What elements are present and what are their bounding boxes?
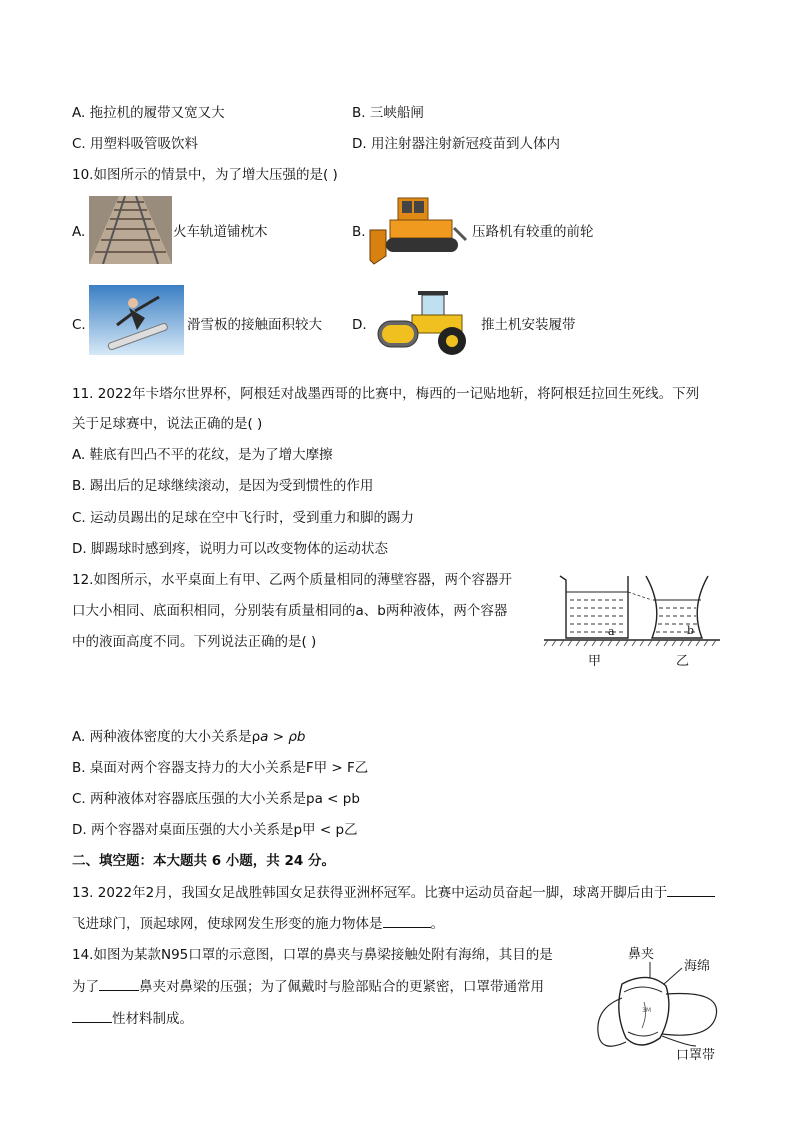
- q13-line1: [72, 882, 715, 903]
- label-yi: 乙: [676, 654, 690, 669]
- q10-d-label: D.: [352, 317, 367, 333]
- q14-line3-b: 性材料制成。: [112, 1011, 193, 1027]
- q14-line3: [72, 1008, 193, 1029]
- section-2-title: 二、填空题：本大题共 6 小题，共 24 分。: [72, 853, 335, 869]
- q10-a-label: A.: [72, 224, 86, 240]
- q12-option-b: B. 桌面对两个容器支持力的大小关系是F甲 > F乙: [72, 760, 369, 776]
- q10-b-text: 压路机有较重的前轮: [472, 224, 594, 240]
- q14-blank-1[interactable]: [99, 976, 139, 991]
- q13-line2-text: 飞进球门，顶起球网，使球网发生形变的施力物体是: [72, 916, 383, 932]
- q12-option-a-tail: a > ρb: [260, 729, 306, 745]
- q11-stem-line2: 关于足球赛中，说法正确的是( ): [72, 416, 263, 432]
- q11-option-d: D. 脚踢球时感到疼，说明力可以改变物体的运动状态: [72, 541, 388, 557]
- q13-line2-end: 。: [430, 916, 444, 932]
- q9-option-d: D. 用注射器注射新冠疫苗到人体内: [352, 136, 560, 152]
- strap-label: 口罩带: [676, 1048, 716, 1063]
- q14-line1: 14.如图为某款N95口罩的示意图，口罩的鼻夹与鼻梁接触处附有海绵，其目的是: [72, 947, 553, 963]
- liquid-a-label: a: [608, 625, 615, 638]
- q11-option-a: A. 鞋底有凹凸不平的花纹，是为了增大摩擦: [72, 447, 333, 463]
- q13-line1-text: 13. 2022年2月，我国女足战胜韩国女足获得亚洲杯冠军。比赛中运动员奋起一脚，球离开脚后由于: [72, 885, 668, 901]
- q9-option-b: B. 三峡船闸: [352, 105, 424, 121]
- q10-d-text: 推土机安装履带: [481, 317, 576, 333]
- q12-option-a-text: A. 两种液体密度的大小关系是ρ: [72, 729, 261, 745]
- q11-option-b: B. 踢出后的足球继续滚动，是因为受到惯性的作用: [72, 478, 374, 494]
- q13-line2: [72, 913, 444, 934]
- railway-track-image: [89, 196, 172, 264]
- svg-text:3M: 3M: [642, 1007, 651, 1014]
- q12-option-a: [72, 727, 305, 747]
- containers-figure: [542, 568, 722, 672]
- q12-stem-line3: 中的液面高度不同。下列说法正确的是( ): [72, 634, 317, 650]
- q13-blank-1[interactable]: [667, 882, 715, 897]
- q13-blank-2[interactable]: [383, 913, 431, 928]
- q10-a-text: 火车轨道铺枕木: [173, 224, 268, 240]
- q14-line2-a: 为了: [72, 979, 99, 995]
- q12-option-c: C. 两种液体对容器底压强的大小关系是pa < pb: [72, 791, 360, 807]
- bulldozer-image: [368, 190, 468, 270]
- label-jia: 甲: [588, 654, 602, 669]
- n95-mask-figure: [592, 942, 724, 1064]
- q10-b-label: B.: [352, 224, 366, 240]
- q12-stem-line1: 12.如图所示，水平桌面上有甲、乙两个质量相同的薄壁容器，两个容器开: [72, 572, 512, 588]
- road-roller-image: [368, 285, 478, 360]
- snowboarder-image: [89, 285, 184, 355]
- q11-stem-line1: 11. 2022年卡塔尔世界杯，阿根廷对战墨西哥的比赛中，梅西的一记贴地斩，将阿根廷拉回生死线。下列: [72, 386, 700, 402]
- q9-option-c: C. 用塑料吸管吸饮料: [72, 136, 199, 152]
- q14-blank-2[interactable]: [72, 1008, 112, 1023]
- q9-option-a: A. 拖拉机的履带又宽又大: [72, 105, 225, 121]
- q12-stem-line2: 口大小相同、底面积相同，分别装有质量相同的a、b两种液体，两个容器: [72, 603, 508, 619]
- sponge-label: 海绵: [684, 959, 711, 974]
- q10-c-label: C.: [72, 317, 86, 333]
- liquid-b-label: b: [687, 624, 695, 637]
- nose-clip-label: 鼻夹: [628, 947, 655, 962]
- q14-line2-b: 鼻夹对鼻梁的压强；为了佩戴时与脸部贴合的更紧密，口罩带通常用: [139, 979, 544, 995]
- q10-c-text: 滑雪板的接触面积较大: [187, 317, 322, 333]
- q10-stem: 10.如图所示的情景中，为了增大压强的是( ): [72, 167, 338, 183]
- q11-option-c: C. 运动员踢出的足球在空中飞行时，受到重力和脚的踢力: [72, 510, 415, 526]
- q14-line2: [72, 976, 544, 997]
- q12-option-d: D. 两个容器对桌面压强的大小关系是p甲 < p乙: [72, 822, 358, 838]
